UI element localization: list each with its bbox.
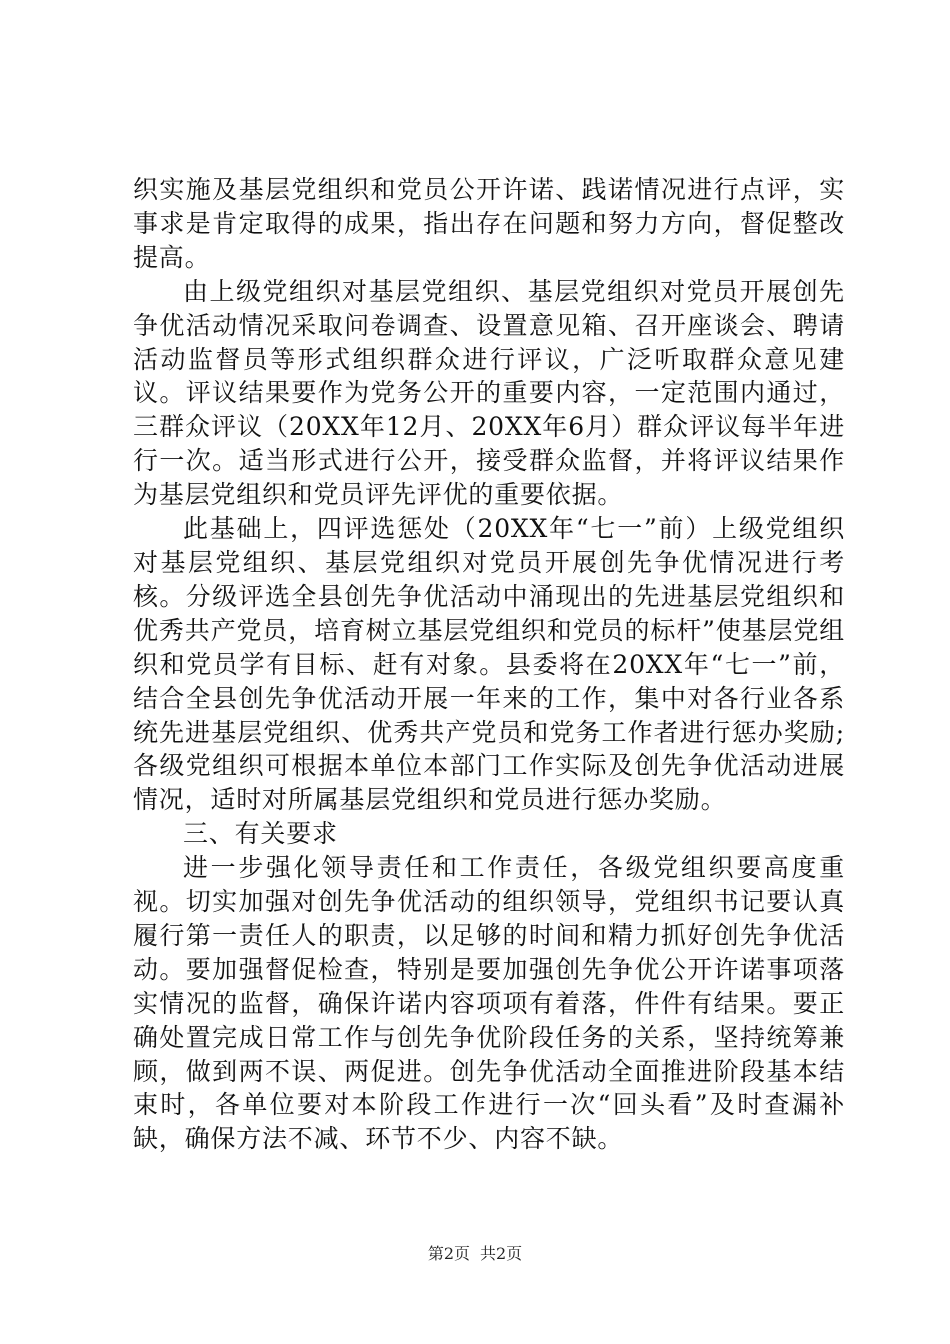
total-pages: 共2页: [480, 1244, 523, 1263]
paragraph-selection-rewards: 此基础上，四评选惩处（20XX年“七一”前）上级党组织对基层党组织、基层党组织对党员开展创先争优情况进行考核。分级评选全县创先争优活动中涌现出的先进基层党组织和优秀共产党员，培育树立基层党组织和党员的标杆”使基层党组织和党员学有目标、赶有对象。县委将在20XX年“七一”前，结合全县创先争优活动开展一年来的工作，集中对各行业各系统先进基层党组织、优秀共产党员和党务工作者进行惩办奖励;各级党组织可根据本单位本部门工作实际及创先争优活动进展情况，适时对所属基层党组织和党员进行惩办奖励。: [133, 514, 845, 815]
section-heading-requirements: 三、有关要求: [183, 819, 338, 849]
page-number: 第2页: [427, 1244, 470, 1263]
paragraph-continuation: 织实施及基层党组织和党员公开许诺、践诺情况进行点评，实事求是肯定取得的成果，指出存在问题和努力方向，督促整改提高。: [133, 175, 845, 272]
page-footer: [0, 1244, 950, 1264]
document-body: [133, 173, 845, 1156]
paragraph-mass-evaluation: 由上级党组织对基层党组织、基层党组织对党员开展创先争优活动情况采取问卷调查、设置意见箱、召开座谈会、聘请活动监督员等形式组织群众进行评议，广泛听取群众意见建议。评议结果要作为党务公开的重要内容，一定范围内通过，三群众评议（20XX年12月、20XX年6月）群众评议每半年进行一次。适当形式进行公开，接受群众监督，并将评议结果作为基层党组织和党员评先评优的重要依据。: [133, 276, 845, 510]
paragraph-requirements: 进一步强化领导责任和工作责任，各级党组织要高度重视。切实加强对创先争优活动的组织领导，党组织书记要认真履行第一责任人的职责，以足够的时间和精力抓好创先争优活动。要加强督促检查，特别是要加强创先争优公开许诺事项落实情况的监督，确保许诺内容项项有着落，件件有结果。要正确处置完成日常工作与创先争优阶段任务的关系，坚持统筹兼顾，做到两不误、两促进。创先争优活动全面推进阶段基本结束时，各单位要对本阶段工作进行一次“回头看”及时查漏补缺，确保方法不减、环节不少、内容不缺。: [133, 853, 845, 1154]
